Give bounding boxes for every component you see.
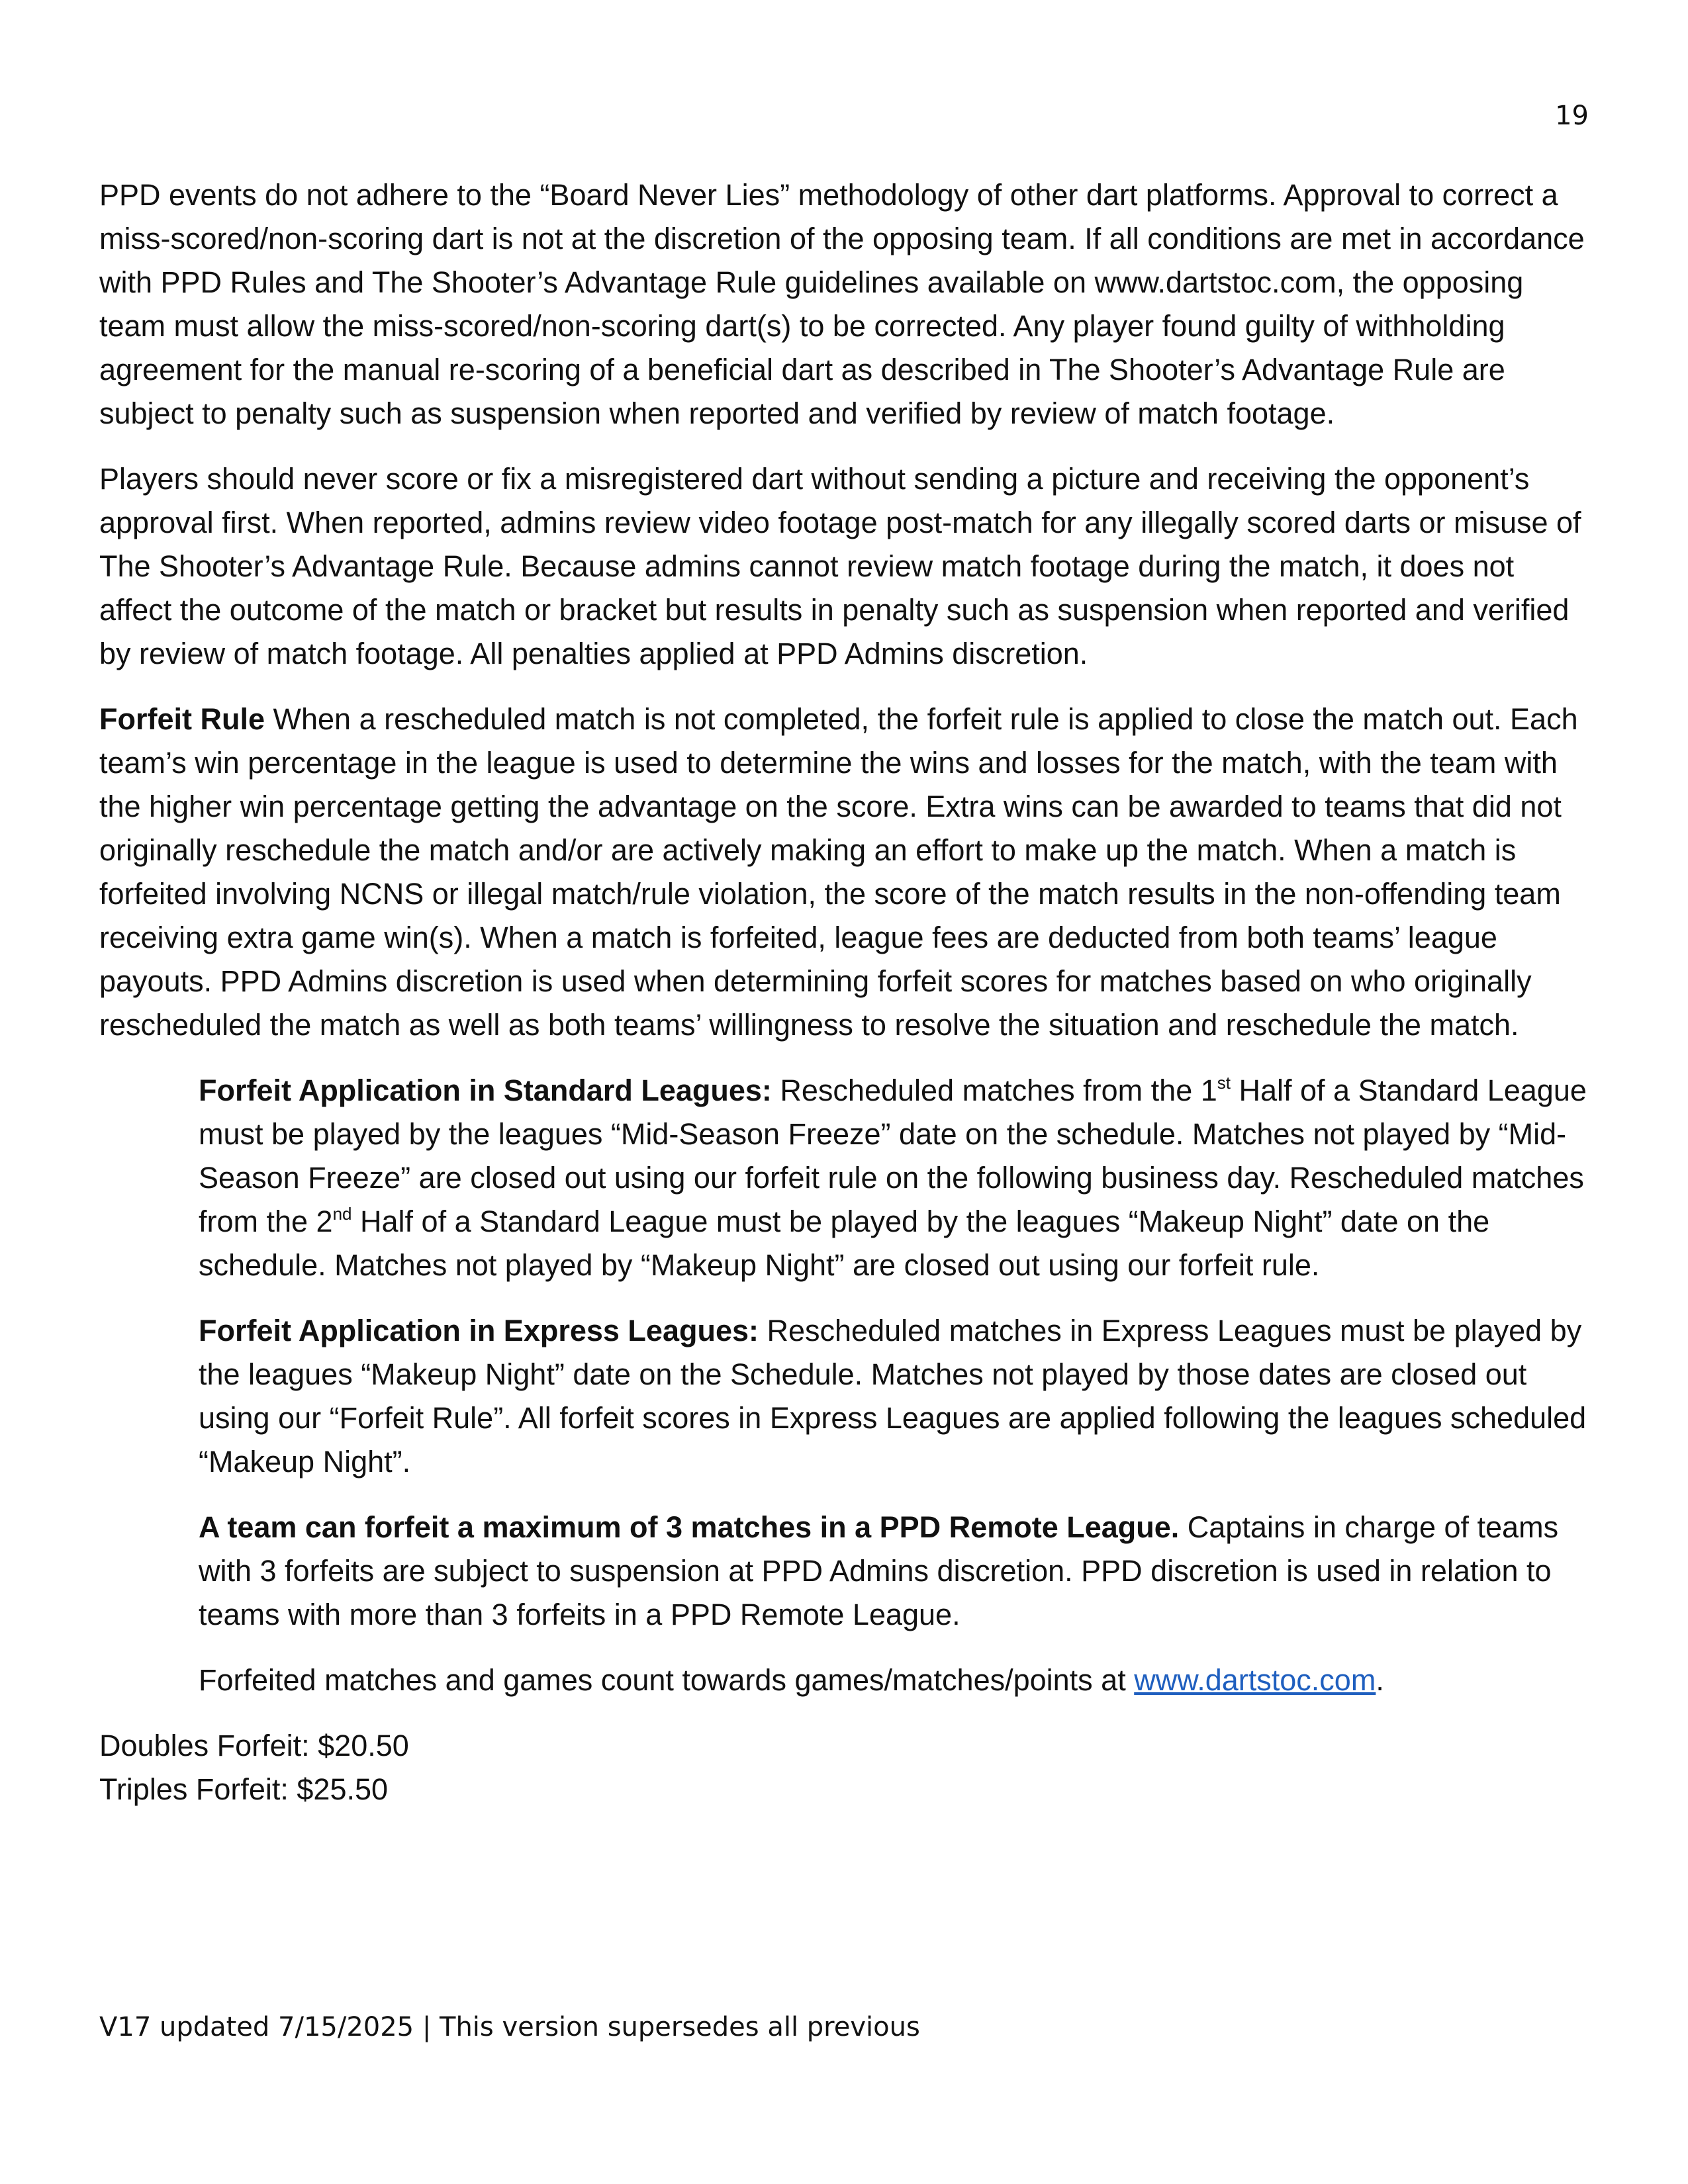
paragraph-max-forfeit [199, 1506, 1589, 1637]
page-number: 19 [1555, 101, 1589, 131]
document-body [99, 173, 1589, 1811]
express-leagues-heading: Forfeit Application in Express Leagues: [199, 1314, 759, 1347]
express-leagues-text: Rescheduled matches in Express Leagues must be played by the leagues “Makeup Night” date on the Schedule. Matches not played by those dates are closed out using our “Forfeit Rule”. All forfeit scores in Express Leagues are applied following the leagues scheduled “Makeup Night”. [199, 1314, 1587, 1479]
doubles-forfeit-fee: Doubles Forfeit: $20.50 [99, 1729, 409, 1762]
paragraph-forfeit-rule [99, 698, 1589, 1047]
paragraph-express-leagues [199, 1309, 1589, 1484]
forfeit-rule-text: When a rescheduled match is not completed, the forfeit rule is applied to close the match out. Each team’s win percentage in the league is used to determine the wins and losses for the match, with the team with the higher win percentage getting the advantage on the score. Extra wins can be awarded to teams that did not originally reschedule the match and/or are actively making an effort to make up the match. When a match is forfeited involving NCNS or illegal match/rule violation, the score of the match results in the non-offending team receiving extra game win(s). When a match is forfeited, league fees are deducted from both teams’ league payouts. PPD Admins discretion is used when determining forfeit scores for matches based on who originally rescheduled the match as well as both teams’ willingness to resolve the situation and reschedule the match. [99, 702, 1578, 1042]
standard-leagues-text-a: Rescheduled matches from the 1 [771, 1073, 1217, 1107]
paragraph-forfeited-count [199, 1659, 1589, 1702]
forfeit-rule-heading: Forfeit Rule [99, 702, 265, 736]
standard-leagues-sup-nd: nd [332, 1204, 352, 1224]
paragraph-board-never-lies: PPD events do not adhere to the “Board Never Lies” methodology of other dart platforms. Approval to correct a miss-scored/non-scoring dart is not at the discretion of the opposing team. If all conditions are met in accordance with PPD Rules and The Shooter’s Advantage Rule guidelines available on www.dartstoc.com, the opposing team must allow the miss-scored/non-scoring dart(s) to be corrected. Any player found guilty of withholding agreement for the manual re-scoring of a beneficial dart as described in The Shooter’s Advantage Rule are subject to penalty such as suspension when reported and verified by review of match footage. [99, 178, 1585, 430]
standard-leagues-text-c: Half of a Standard League must be played by the leagues “Makeup Night” date on the schedule. Matches not played by “Makeup Night” are closed out using our forfeit rule. [199, 1205, 1490, 1282]
max-forfeit-text: Captains in charge of teams with 3 forfeits are subject to suspension at PPD Admins discretion. PPD discretion is used in relation to teams with more than 3 forfeits in a PPD Remote League. [199, 1510, 1559, 1631]
dartstoc-link[interactable]: www.dartstoc.com [1134, 1663, 1376, 1697]
standard-leagues-sup-st: st [1217, 1073, 1231, 1093]
paragraph-misregistered-dart: Players should never score or fix a misregistered dart without sending a picture and receiving the opponent’s approval first. When reported, admins review video footage post-match for any illegally scored darts or misuse of The Shooter’s Advantage Rule. Because admins cannot review match footage during the match, it does not affect the outcome of the match or bracket but results in penalty such as suspension when reported and verified by review of match footage. All penalties applied at PPD Admins discretion. [99, 462, 1581, 670]
paragraph-standard-leagues [199, 1069, 1589, 1287]
version-footer: V17 updated 7/15/2025 | This version supersedes all previous [99, 2012, 920, 2042]
max-forfeit-heading: A team can forfeit a maximum of 3 matches in a PPD Remote League. [199, 1510, 1180, 1544]
forfeited-count-text: Forfeited matches and games count towards games/matches/points at [199, 1663, 1135, 1697]
forfeited-count-period: . [1376, 1663, 1384, 1697]
triples-forfeit-fee: Triples Forfeit: $25.50 [99, 1772, 389, 1806]
standard-leagues-text-b: Half of a Standard League must be played by the leagues “Mid-Season Freeze” date on the schedule. Matches not played by “Mid-Season Freeze” are closed out using our forfeit rule on the following business day. Rescheduled matches from the 2 [199, 1073, 1587, 1238]
standard-leagues-heading: Forfeit Application in Standard Leagues: [199, 1073, 772, 1107]
